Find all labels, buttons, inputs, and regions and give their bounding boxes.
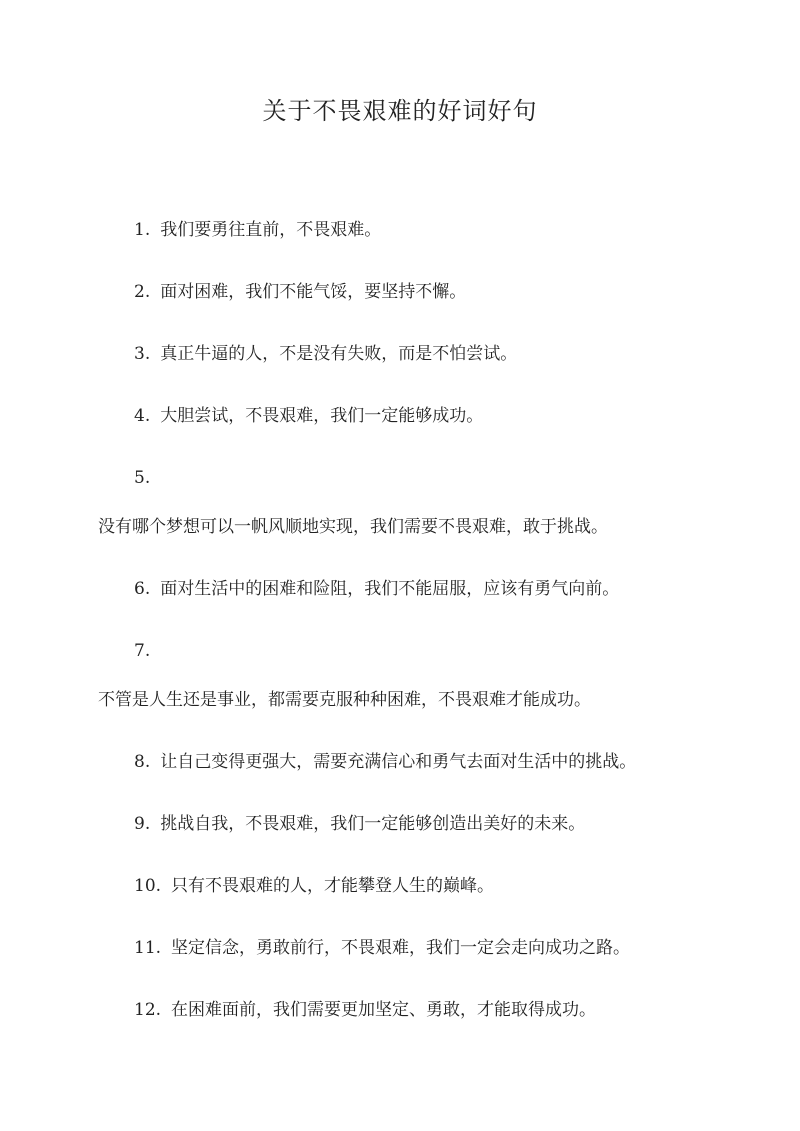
list-item-11 [134, 936, 630, 960]
item-text: 只有不畏艰难的人，才能攀登人生的巅峰。 [171, 876, 495, 896]
list-item-12 [134, 998, 596, 1022]
item-text: 大胆尝试，不畏艰难，我们一定能够成功。 [160, 406, 484, 426]
item-text: 挑战自我，不畏艰难，我们一定能够创造出美好的未来。 [160, 814, 586, 834]
list-item-10 [134, 874, 494, 898]
list-item-8 [134, 750, 636, 774]
list-item-6 [134, 577, 619, 601]
list-item-5-text [98, 515, 608, 539]
item-number: 3. [134, 344, 151, 364]
item-number: 4. [134, 406, 151, 426]
list-item-9 [134, 812, 585, 836]
item-text: 真正牛逼的人，不是没有失败，而是不怕尝试。 [160, 344, 518, 364]
list-item-1 [134, 218, 381, 242]
item-number: 11. [134, 938, 162, 958]
item-number: 8. [134, 752, 151, 772]
item-text: 让自己变得更强大，需要充满信心和勇气去面对生活中的挑战。 [160, 752, 637, 772]
item-number: 6. [134, 579, 151, 599]
list-item-3 [134, 342, 517, 366]
item-text: 面对困难，我们不能气馁，要坚持不懈。 [160, 282, 467, 302]
item-number: 10. [134, 876, 162, 896]
list-item-4 [134, 404, 483, 428]
item-number: 1. [134, 220, 151, 240]
item-text: 我们要勇往直前，不畏艰难。 [160, 220, 382, 240]
item-text: 没有哪个梦想可以一帆风顺地实现，我们需要不畏艰难，敢于挑战。 [98, 517, 608, 537]
item-text: 坚定信念，勇敢前行，不畏艰难，我们一定会走向成功之路。 [171, 938, 631, 958]
item-number: 5. [134, 468, 151, 488]
item-text: 不管是人生还是事业，都需要克服种种困难，不畏艰难才能成功。 [98, 690, 591, 710]
item-number: 7. [134, 641, 151, 661]
item-number: 2. [134, 282, 151, 302]
list-item-5-number [134, 466, 150, 490]
list-item-7-text [98, 688, 591, 712]
item-number: 12. [134, 1000, 162, 1020]
item-number: 9. [134, 814, 151, 834]
page-title: 关于不畏艰难的好词好句 [262, 97, 538, 125]
item-text: 在困难面前，我们需要更加坚定、勇敢，才能取得成功。 [171, 1000, 597, 1020]
list-item-7-number [134, 639, 150, 663]
item-text: 面对生活中的困难和险阻，我们不能屈服，应该有勇气向前。 [160, 579, 620, 599]
list-item-2 [134, 280, 466, 304]
